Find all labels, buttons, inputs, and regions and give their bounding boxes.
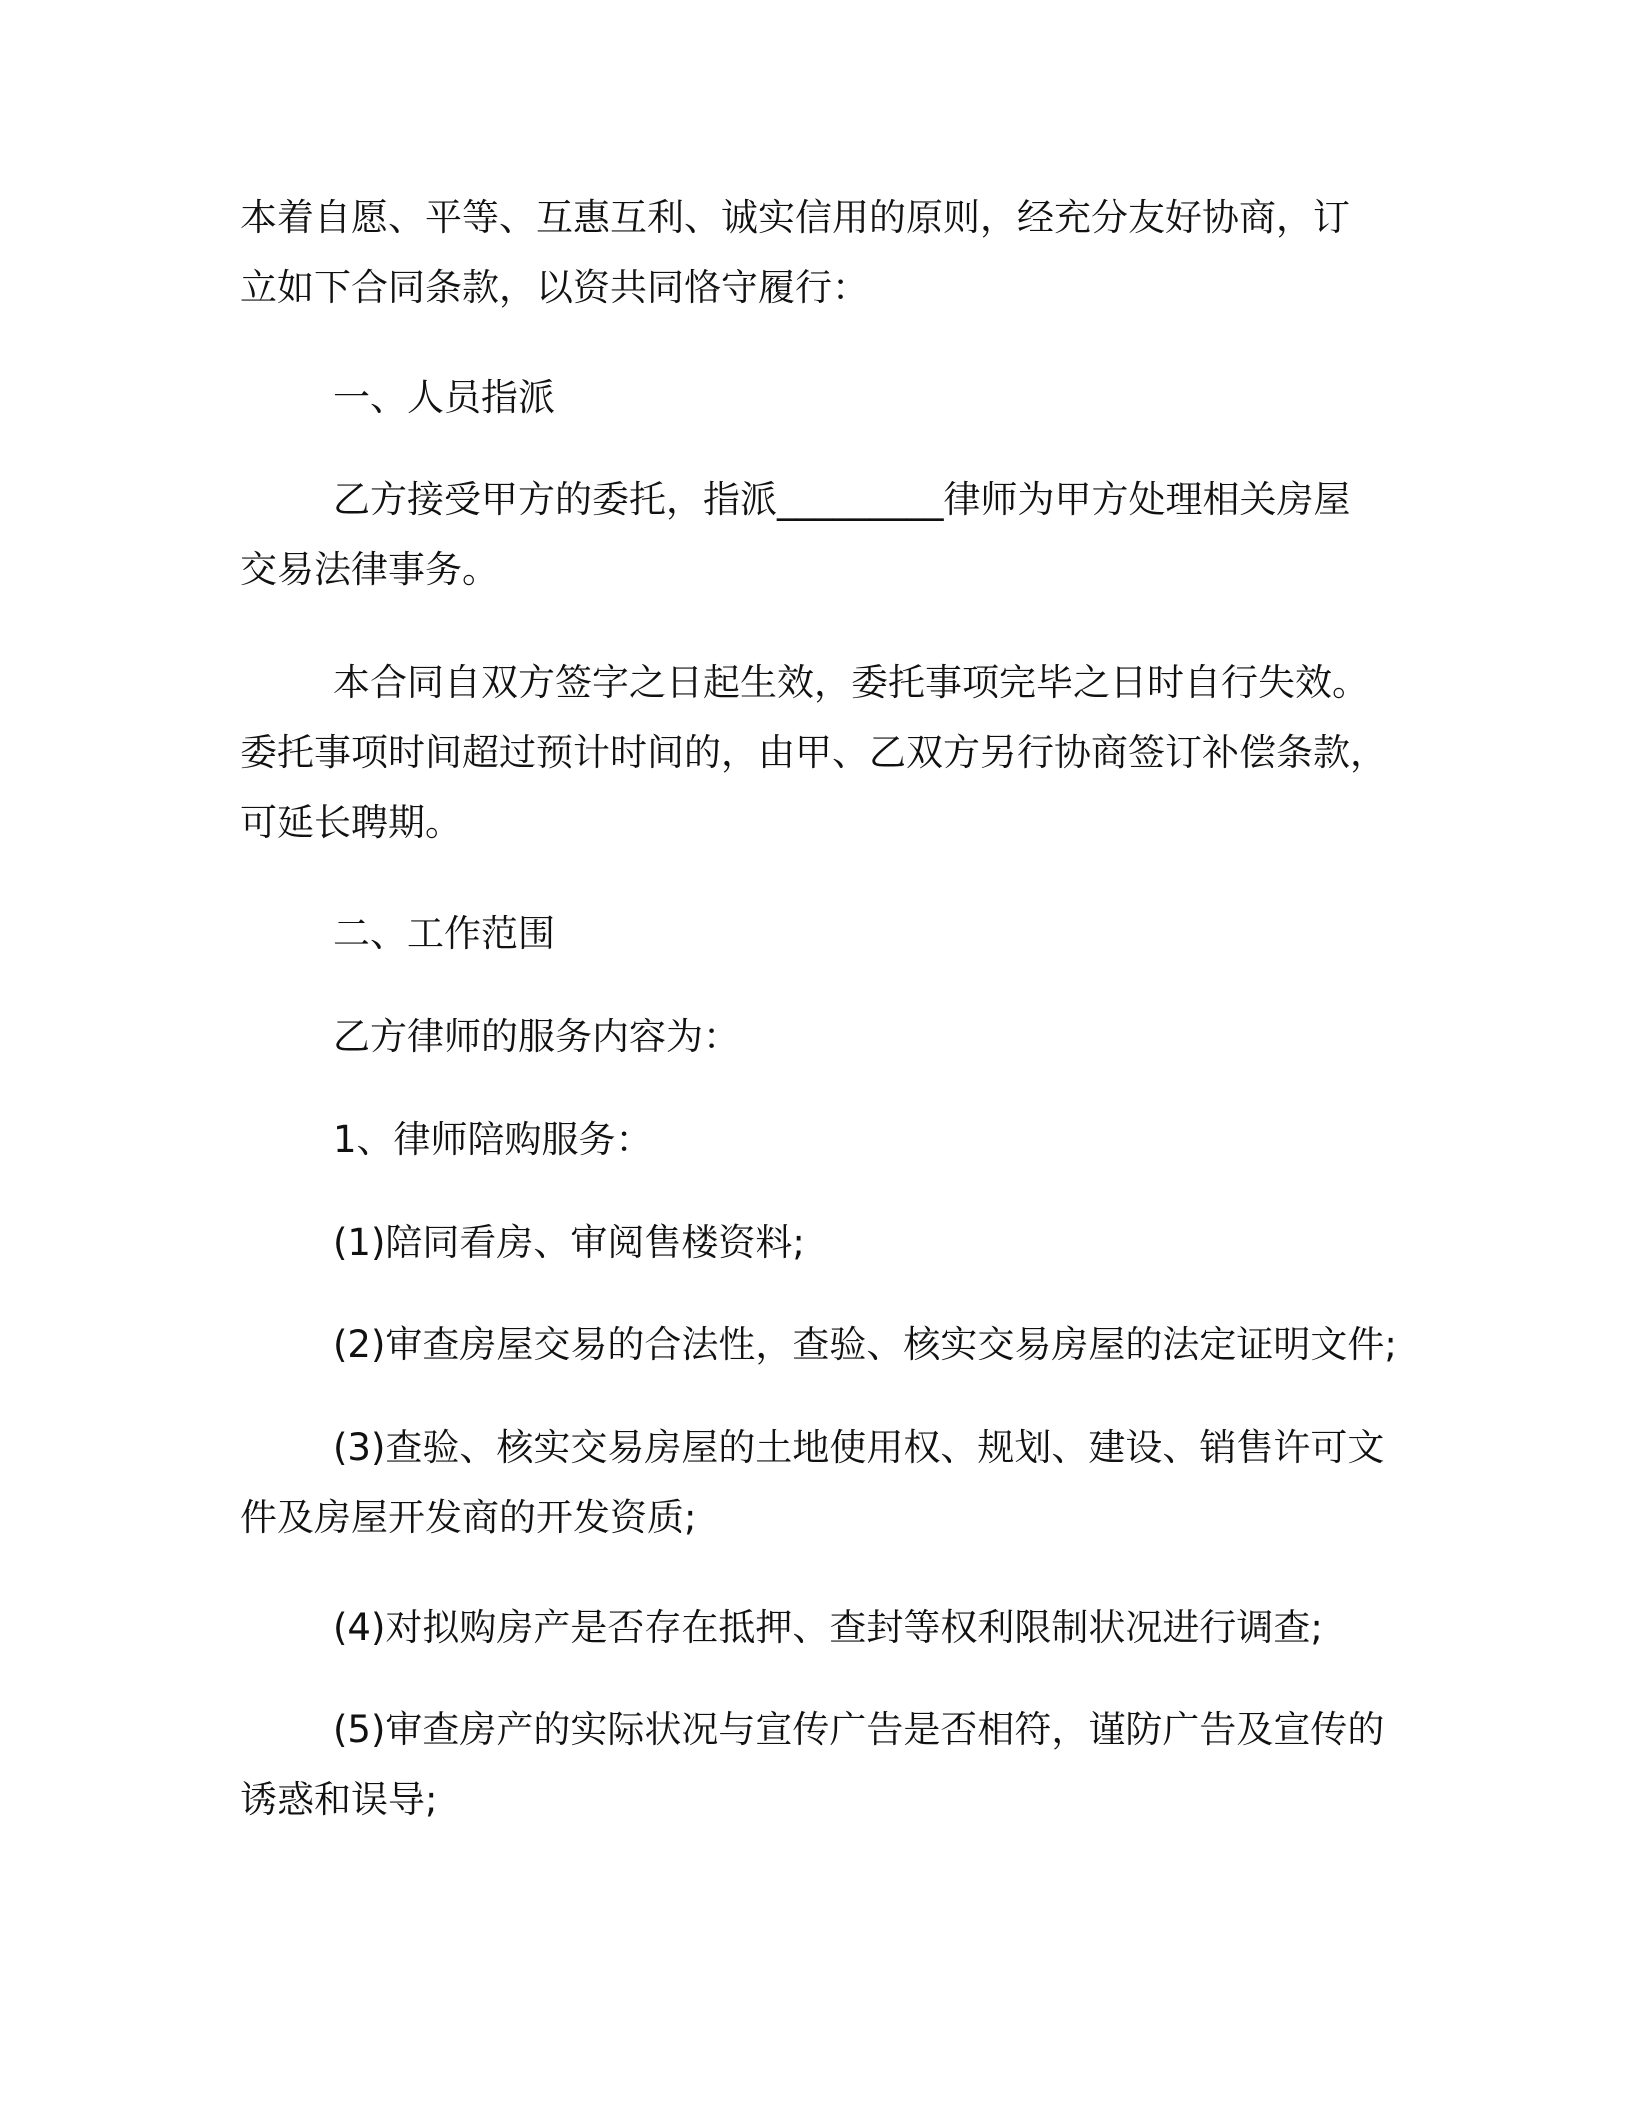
section-heading-personnel: [240, 363, 1503, 433]
intro-paragraph: [240, 183, 1410, 323]
assignment-paragraph: [240, 465, 1503, 605]
text-line: 可延长聘期。: [240, 801, 462, 844]
text-line: 件及房屋开发商的开发资质;: [240, 1496, 697, 1539]
text-line: 立如下合同条款，以资共同恪守履行：: [240, 266, 869, 309]
text-line: 二、工作范围: [333, 912, 555, 955]
text-line: 乙方律师的服务内容为：: [333, 1015, 740, 1058]
text-line: 交易法律事务。: [240, 548, 499, 591]
text-line: 本合同自双方签字之日起生效，委托事项完毕之日时自行失效。: [333, 661, 1369, 704]
text-line: 本着自愿、平等、互惠互利、诚实信用的原则，经充分友好协商，订: [240, 196, 1350, 239]
text-line: 诱惑和误导;: [240, 1778, 438, 1821]
service-subitem-2: [240, 1310, 1503, 1380]
section-heading-scope: [240, 899, 1503, 969]
text-line: 1、律师陪购服务：: [333, 1118, 653, 1161]
service-item-1: [240, 1105, 1503, 1175]
text-line: (5)审查房产的实际状况与宣传广告是否相符，谨防广告及宣传的: [333, 1708, 1385, 1751]
text-line: 一、人员指派: [333, 376, 555, 419]
service-subitem-4: [240, 1593, 1503, 1663]
text-line: (3)查验、核实交易房屋的土地使用权、规划、建设、销售许可文: [333, 1426, 1385, 1469]
text-line: 委托事项时间超过预计时间的，由甲、乙双方另行协商签订补偿条款，: [240, 731, 1387, 774]
service-subitem-1: [240, 1208, 1503, 1278]
text-line: 乙方接受甲方的委托，指派_________律师为甲方处理相关房屋: [333, 478, 1351, 521]
text-line: (1)陪同看房、审阅售楼资料;: [333, 1221, 805, 1264]
text-line: (4)对拟购房产是否存在抵押、查封等权利限制状况进行调查;: [333, 1606, 1323, 1649]
service-intro: [240, 1002, 1503, 1072]
service-subitem-3: [240, 1413, 1503, 1553]
validity-paragraph: [240, 648, 1503, 858]
text-line: (2)审查房屋交易的合法性，查验、核实交易房屋的法定证明文件;: [333, 1323, 1397, 1366]
service-subitem-5: [240, 1695, 1503, 1835]
